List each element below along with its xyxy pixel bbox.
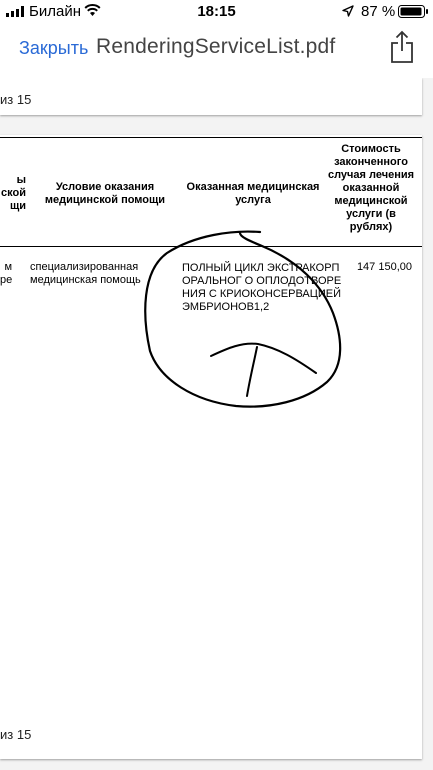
battery-percent: 87 % [361,3,396,20]
navigation-bar [0,26,433,78]
table-border-top [0,137,422,138]
table-header-cost: Стоимость законченного случая лечения оказанной медицинской услуги (в рублях) [327,143,415,233]
share-icon[interactable] [389,30,415,64]
table-cell-service: ПОЛНЫЙ ЦИКЛ ЭКСТРАКОРПОРАЛЬНОГ О ОПЛОДОТВОРЕНИЯ С КРИОКОНСЕРВАЦИЕЙ ЭМБРИОНОВ1,2 [182,262,342,313]
location-arrow-icon [342,5,354,17]
table-cell: м ре [0,261,12,286]
table-cell-condition: специализированная медицинская помощь [30,261,141,286]
close-button[interactable]: Закрыть [19,38,89,58]
table-header-service: Оказанная медицинская услуга [186,181,320,206]
page-counter: из 15 [0,92,32,107]
table-header-cell: ы ской щи [1,174,26,212]
document-title: RenderingServiceList.pdf [96,35,336,58]
table-cell-cost: 147 150,00 [356,261,412,273]
pdf-page [0,78,422,115]
table-header-condition: Условие оказания медицинской помощи [44,181,166,206]
clock: 18:15 [197,3,236,20]
battery-icon [398,5,428,18]
pdf-page [0,135,422,759]
table-header-divider [0,246,422,247]
pdf-viewer[interactable] [0,78,433,770]
status-bar [0,0,433,26]
page-counter: из 15 [0,727,32,742]
carrier-name: Билайн [29,3,81,20]
